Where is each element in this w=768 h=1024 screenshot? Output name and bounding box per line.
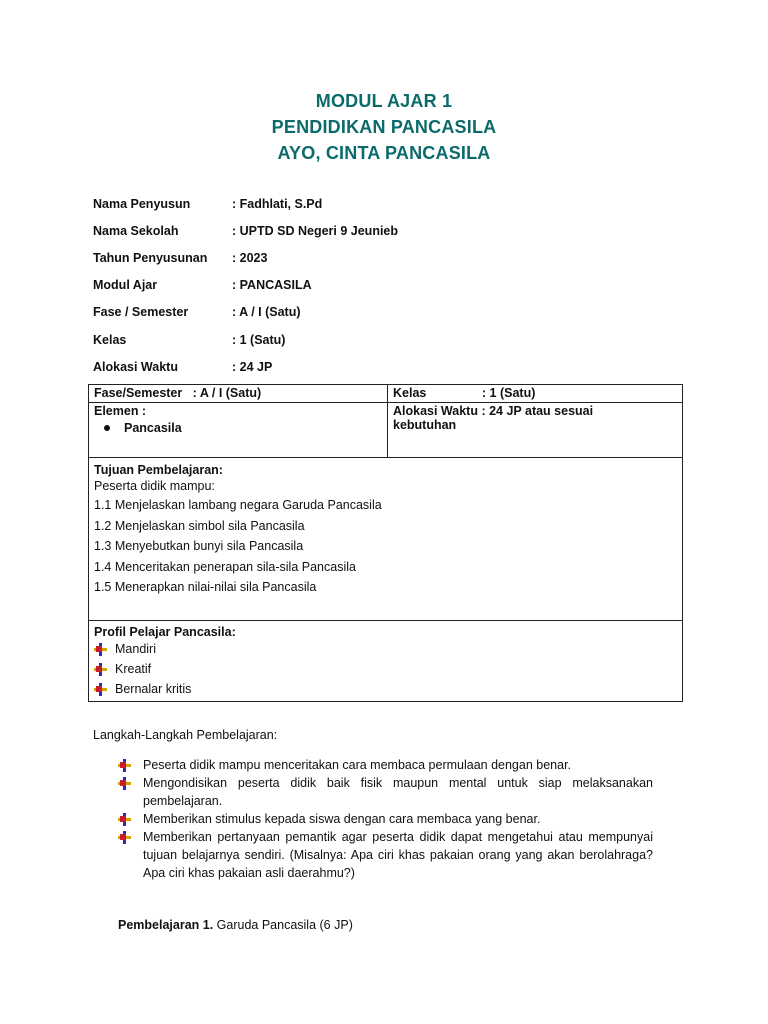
tujuan-item: 1.4 Menceritakan penerapan sila-sila Pancasila xyxy=(94,559,356,574)
lesson-label: Pembelajaran 1. xyxy=(118,918,214,932)
info-label: Nama Sekolah xyxy=(93,223,179,238)
module-table xyxy=(88,384,683,702)
info-value: : A / I (Satu) xyxy=(232,305,301,320)
profil-item-text: Bernalar kritis xyxy=(115,682,192,696)
steps-list xyxy=(118,756,653,882)
info-label: Alokasi Waktu xyxy=(93,359,178,374)
table-row xyxy=(89,458,682,621)
elemen-item-text: Pancasila xyxy=(124,421,182,435)
elemen-label: Elemen : xyxy=(94,404,147,418)
alokasi-line-2: kebutuhan xyxy=(393,418,457,432)
step-item xyxy=(118,756,653,774)
title-line-2: PENDIDIKAN PANCASILA xyxy=(271,117,497,137)
tujuan-item: 1.2 Menjelaskan simbol sila Pancasila xyxy=(94,518,305,533)
cross-bullet-icon xyxy=(118,759,131,772)
step-text: Mengondisikan peserta didik baik fisik maupun mental untuk siap melaksanakan pembelajaran. xyxy=(143,776,653,808)
cross-bullet-icon xyxy=(94,643,107,656)
tujuan-intro: Peserta didik mampu: xyxy=(94,479,215,493)
tujuan-item: 1.5 Menerapkan nilai-nilai sila Pancasila xyxy=(94,580,317,595)
table-row xyxy=(89,385,682,403)
step-item xyxy=(118,810,653,828)
elemen-cell xyxy=(89,403,388,457)
steps-heading: Langkah-Langkah Pembelajaran: xyxy=(93,728,278,742)
tujuan-item: 1.1 Menjelaskan lambang negara Garuda Pancasila xyxy=(94,498,382,512)
info-value: : 2023 xyxy=(232,250,268,265)
alokasi-line-1: Alokasi Waktu : 24 JP atau sesuai xyxy=(393,404,594,418)
info-row xyxy=(93,272,398,299)
alokasi-cell xyxy=(388,403,682,457)
info-row xyxy=(93,244,398,271)
step-item xyxy=(118,828,653,882)
profil-item-text: Mandiri xyxy=(115,642,156,656)
table-row xyxy=(89,403,682,458)
info-label: Modul Ajar xyxy=(93,278,158,293)
info-value: : 24 JP xyxy=(232,359,273,374)
info-value: : 1 (Satu) xyxy=(232,332,286,347)
profil-heading: Profil Pelajar Pancasila: xyxy=(94,625,236,639)
bullet-dot-icon xyxy=(104,425,110,431)
info-label: Nama Penyusun xyxy=(93,196,191,211)
profil-item-text: Kreatif xyxy=(115,662,152,676)
info-label: Fase / Semester xyxy=(93,305,189,320)
info-row xyxy=(93,217,398,244)
info-value: : Fadhlati, S.Pd xyxy=(232,196,323,211)
table-row xyxy=(89,621,682,701)
info-row xyxy=(93,190,398,217)
cross-bullet-icon xyxy=(118,813,131,826)
info-value: : PANCASILA xyxy=(232,278,312,293)
identity-info xyxy=(93,190,398,380)
profil-item xyxy=(94,639,677,659)
cross-bullet-icon xyxy=(118,831,131,844)
fase-cell: Fase/Semester : A / I (Satu) xyxy=(89,385,388,402)
lesson-line xyxy=(118,918,353,932)
step-item xyxy=(118,774,653,810)
step-text: Memberikan stimulus kepada siswa dengan cara membaca yang benar. xyxy=(143,812,541,826)
lesson-text: Garuda Pancasila (6 JP) xyxy=(213,918,353,932)
profil-item xyxy=(94,659,677,679)
cross-bullet-icon xyxy=(94,663,107,676)
tujuan-cell xyxy=(89,458,682,620)
tujuan-heading: Tujuan Pembelajaran: xyxy=(94,463,223,477)
info-row xyxy=(93,326,398,353)
cross-bullet-icon xyxy=(94,683,107,696)
profil-cell xyxy=(89,621,682,701)
info-label: Tahun Penyusunan xyxy=(93,250,208,265)
info-label: Kelas xyxy=(93,332,127,347)
title-line-3: AYO, CINTA PANCASILA xyxy=(277,143,491,163)
kelas-cell: Kelas : 1 (Satu) xyxy=(393,386,536,400)
tujuan-item: 1.3 Menyebutkan bunyi sila Pancasila xyxy=(94,539,304,554)
title-line-1: MODUL AJAR 1 xyxy=(315,91,453,111)
info-row xyxy=(93,353,398,380)
step-text: Peserta didik mampu menceritakan cara membaca permulaan dengan benar. xyxy=(143,758,572,772)
elemen-item xyxy=(94,421,382,435)
info-row xyxy=(93,299,398,326)
step-text: Memberikan pertanyaan pemantik agar peserta didik dapat mengetahui atau mempunyai tujuan belajarnya sendiri. (Misalnya: Apa ciri khas pakaian orang yang akan berolahraga? Apa ciri khas pakaian asli daerahmu?) xyxy=(143,830,653,880)
document-title xyxy=(0,88,768,166)
cross-bullet-icon xyxy=(118,777,131,790)
info-value: : UPTD SD Negeri 9 Jeunieb xyxy=(232,223,399,238)
profil-item xyxy=(94,679,677,699)
